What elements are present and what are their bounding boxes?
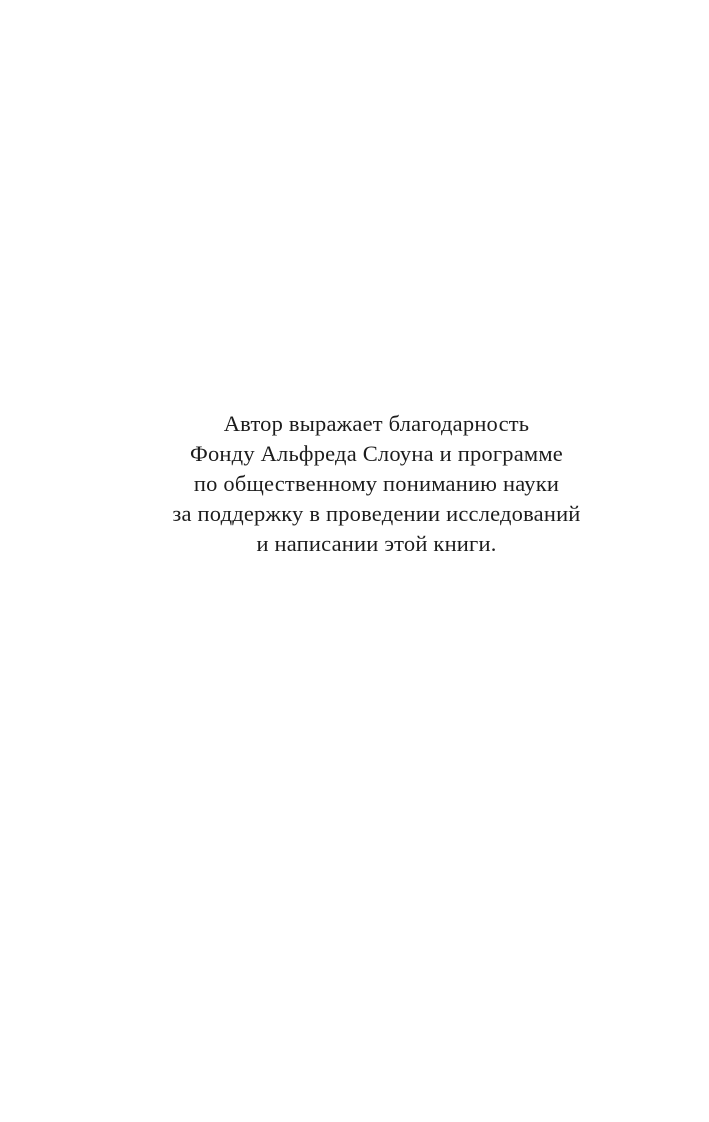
acknowledgment-line: Фонду Альфреда Слоуна и программе [190, 441, 563, 466]
acknowledgment-text-block [44, 409, 709, 559]
acknowledgment-line: и написании этой книги. [256, 531, 497, 556]
acknowledgment-line: Автор выражает благодарность [223, 411, 530, 436]
acknowledgment-line: за поддержку в проведении исследований [172, 501, 581, 526]
acknowledgment-line: по общественному пониманию науки [193, 471, 560, 496]
